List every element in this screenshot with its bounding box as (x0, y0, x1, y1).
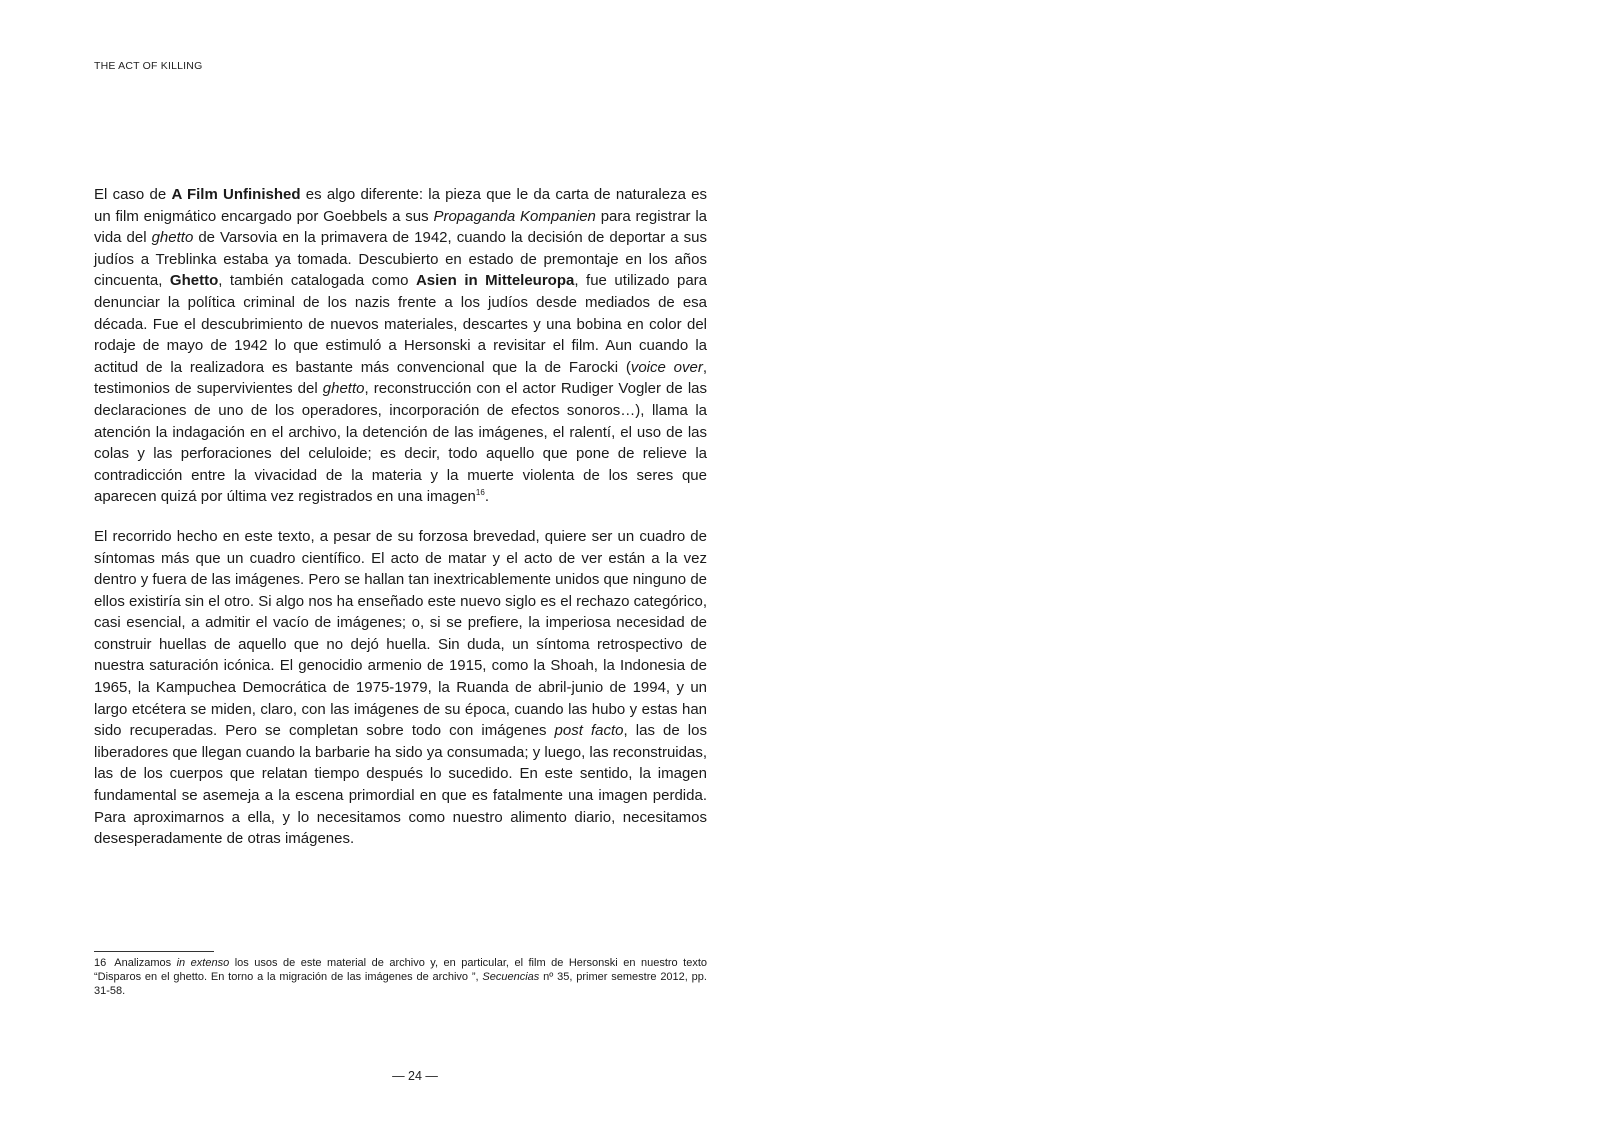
running-header: THE ACT OF KILLING (94, 60, 203, 72)
footnote-number: 16 (94, 957, 107, 969)
paragraph-2: El recorrido hecho en este texto, a pesar de su forzosa brevedad, quiere ser un cuadro de síntomas más que un cuadro científico. El acto de matar y el acto de ver están a la vez dentro y fuera de las imágenes. Pero se hallan tan inextricablemente unidos que ninguno de ellos existiría sin el otro. Si algo nos ha enseñado este nuevo siglo es el rechazo categórico, casi esencial, a admitir el vacío de imágenes; o, si se prefiere, la imperiosa necesidad de construir huellas de aquello que no dejó huella. Sin duda, un síntoma retrospectivo de nuestra saturación icónica. El genocidio armenio de 1915, como la Shoah, la Indonesia de 1965, la Kampuchea Democrática de 1975-1979, la Ruanda de abril-junio de 1994, y un largo etcétera se miden, claro, con las imágenes de su época, cuando las hubo y estas han sido recuperadas. Pero se completan sobre todo con imágenes post facto, las de los liberadores que llegan cuando la barbarie ha sido ya consumada; y luego, las reconstruidas, las de los cuerpos que relatan tiempo después lo sucedido. En este sentido, la imagen fundamental se asemeja a la escena primordial en que es fatalmente una imagen perdida. Para aproximarnos a ella, y lo necesitamos como nuestro alimento diario, necesitamos desesperadamente de otras imágenes. (94, 527, 707, 848)
italic-term: voice over (630, 358, 703, 376)
page-number: — 24 — (392, 1069, 438, 1083)
italic-term: ghetto (322, 380, 365, 398)
footnote-16: 16 Analizamos in extenso los usos de este material de archivo y, en particular, el film de Hersonski en nuestro texto “Disparos en el ghetto. En torno a la migración de las imágenes de archivo ”, Secuencias nº 35, primer semestre 2012, pp. 31-58. (94, 957, 707, 998)
body-text (94, 184, 707, 850)
paragraph-1: El caso de A Film Unfinished es algo diferente: la pieza que le da carta de naturaleza es un film enigmático encargado por Goebbels a sus Propaganda Kompanien para registrar la vida del ghetto de Varsovia en la primavera de 1942, cuando la decisión de deportar a sus judíos a Treblinka estaba ya tomada. Descubierto en estado de premontaje en los años cincuenta, Ghetto, también catalogada como Asien in Mitteleuropa, fue utilizado para denunciar la política criminal de los nazis frente a los judíos desde mediados de esa década. Fue el descubrimiento de nuevos materiales, descartes y una bobina en color del rodaje de mayo de 1942 lo que estimuló a Hersonski a revisitar el film. Aun cuando la actitud de la realizadora es bastante más convencional que la de Farocki (voice over, testimonios de supervivientes del ghetto, reconstrucción con el actor Rudiger Vogler de las declaraciones de uno de los operadores, incorporación de efectos sonoros…), llama la atención la indagación en el archivo, la detención de las imágenes, el ralentí, el uso de las colas y las perforaciones del celuloide; es decir, todo aquello que pone de relieve la contradicción entre la vivacidad de la materia y la muerte violenta de los seres que aparecen quizá por última vez registrados en una imagen$^{16}$. (94, 186, 708, 506)
film-title: A Film Unfinished (171, 186, 301, 203)
film-title: Ghetto (169, 272, 219, 290)
film-title: Asien in Mitteleuropa (415, 272, 575, 290)
italic-term: in extenso (176, 957, 230, 969)
journal-title: Secuencias (482, 971, 540, 984)
italic-term: post facto (554, 722, 624, 740)
italic-term: Propaganda Kompanien (433, 207, 596, 225)
footnote-divider (94, 951, 214, 952)
footnote-reference[interactable]: 16 (475, 488, 485, 498)
italic-term: ghetto (151, 229, 194, 247)
